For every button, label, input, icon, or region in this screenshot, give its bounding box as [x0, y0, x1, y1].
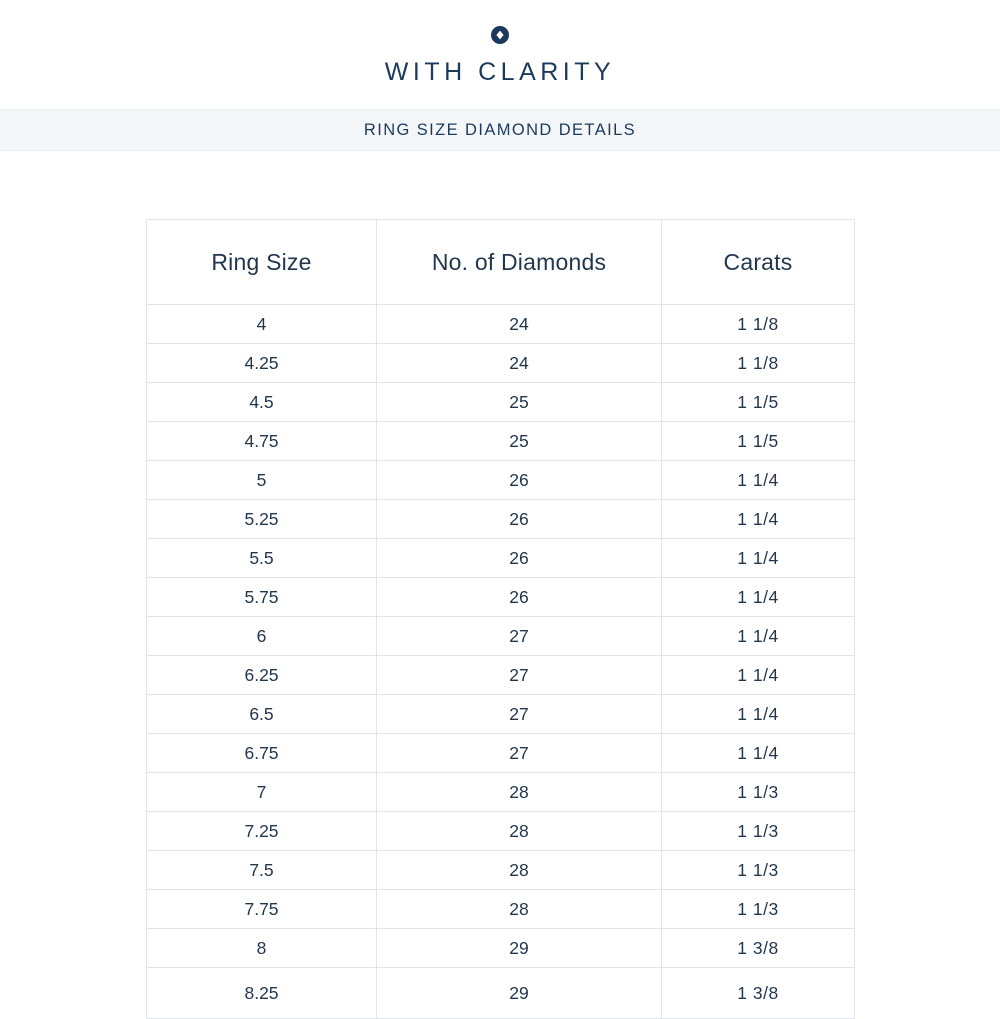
cell-ring-size: 4 [147, 305, 377, 344]
cell-ring-size: 5.25 [147, 500, 377, 539]
column-header-ring-size: Ring Size [147, 220, 377, 305]
cell-diamond-count: 25 [377, 383, 662, 422]
cell-ring-size: 7.75 [147, 890, 377, 929]
table-row [147, 344, 855, 383]
cell-diamond-count: 26 [377, 539, 662, 578]
table-row [147, 617, 855, 656]
cell-carats: 1 1/4 [662, 539, 855, 578]
cell-carats: 1 1/4 [662, 578, 855, 617]
cell-ring-size: 8 [147, 929, 377, 968]
table-row [147, 773, 855, 812]
size-table-container [146, 219, 854, 1019]
cell-ring-size: 5.75 [147, 578, 377, 617]
cell-carats: 1 1/3 [662, 890, 855, 929]
cell-carats: 1 1/4 [662, 617, 855, 656]
cell-diamond-count: 28 [377, 812, 662, 851]
cell-carats: 1 1/3 [662, 851, 855, 890]
table-row [147, 305, 855, 344]
table-row [147, 968, 855, 1019]
diamond-dot-icon [489, 24, 511, 46]
cell-ring-size: 4.5 [147, 383, 377, 422]
cell-ring-size: 6.25 [147, 656, 377, 695]
cell-diamond-count: 26 [377, 578, 662, 617]
cell-ring-size: 7.5 [147, 851, 377, 890]
cell-carats: 1 1/4 [662, 656, 855, 695]
cell-diamond-count: 24 [377, 344, 662, 383]
subheader-band [0, 109, 1000, 151]
cell-ring-size: 6 [147, 617, 377, 656]
cell-diamond-count: 29 [377, 968, 662, 1019]
cell-carats: 1 3/8 [662, 968, 855, 1019]
cell-carats: 1 1/3 [662, 812, 855, 851]
table-row [147, 461, 855, 500]
column-header-no-of-diamonds: No. of Diamonds [377, 220, 662, 305]
cell-ring-size: 4.25 [147, 344, 377, 383]
cell-diamond-count: 29 [377, 929, 662, 968]
cell-diamond-count: 25 [377, 422, 662, 461]
brand-name: WITH CLARITY [384, 58, 616, 86]
cell-ring-size: 4.75 [147, 422, 377, 461]
ring-size-table [146, 219, 855, 1019]
table-row [147, 500, 855, 539]
table-row [147, 656, 855, 695]
table-body [147, 305, 855, 1019]
table-row [147, 851, 855, 890]
cell-carats: 1 1/4 [662, 695, 855, 734]
cell-diamond-count: 28 [377, 851, 662, 890]
table-row [147, 578, 855, 617]
cell-diamond-count: 27 [377, 695, 662, 734]
cell-carats: 1 1/5 [662, 383, 855, 422]
table-row [147, 383, 855, 422]
table-row [147, 422, 855, 461]
cell-diamond-count: 26 [377, 500, 662, 539]
cell-diamond-count: 28 [377, 890, 662, 929]
cell-diamond-count: 27 [377, 656, 662, 695]
cell-carats: 1 1/4 [662, 500, 855, 539]
cell-ring-size: 7 [147, 773, 377, 812]
table-row [147, 695, 855, 734]
cell-diamond-count: 24 [377, 305, 662, 344]
cell-ring-size: 6.75 [147, 734, 377, 773]
table-row [147, 812, 855, 851]
cell-carats: 1 1/5 [662, 422, 855, 461]
cell-carats: 1 1/3 [662, 773, 855, 812]
cell-ring-size: 5 [147, 461, 377, 500]
table-row [147, 539, 855, 578]
table-row [147, 890, 855, 929]
page-title: RING SIZE DIAMOND DETAILS [363, 120, 637, 139]
cell-carats: 1 1/8 [662, 305, 855, 344]
cell-ring-size: 5.5 [147, 539, 377, 578]
cell-diamond-count: 28 [377, 773, 662, 812]
cell-carats: 1 1/4 [662, 734, 855, 773]
cell-carats: 1 1/8 [662, 344, 855, 383]
brand-header [0, 0, 1000, 85]
cell-diamond-count: 26 [377, 461, 662, 500]
cell-diamond-count: 27 [377, 734, 662, 773]
table-header-row [147, 220, 855, 305]
cell-ring-size: 8.25 [147, 968, 377, 1019]
cell-carats: 1 3/8 [662, 929, 855, 968]
table-row [147, 734, 855, 773]
column-header-carats: Carats [662, 220, 855, 305]
cell-carats: 1 1/4 [662, 461, 855, 500]
cell-ring-size: 7.25 [147, 812, 377, 851]
cell-ring-size: 6.5 [147, 695, 377, 734]
cell-diamond-count: 27 [377, 617, 662, 656]
table-row [147, 929, 855, 968]
